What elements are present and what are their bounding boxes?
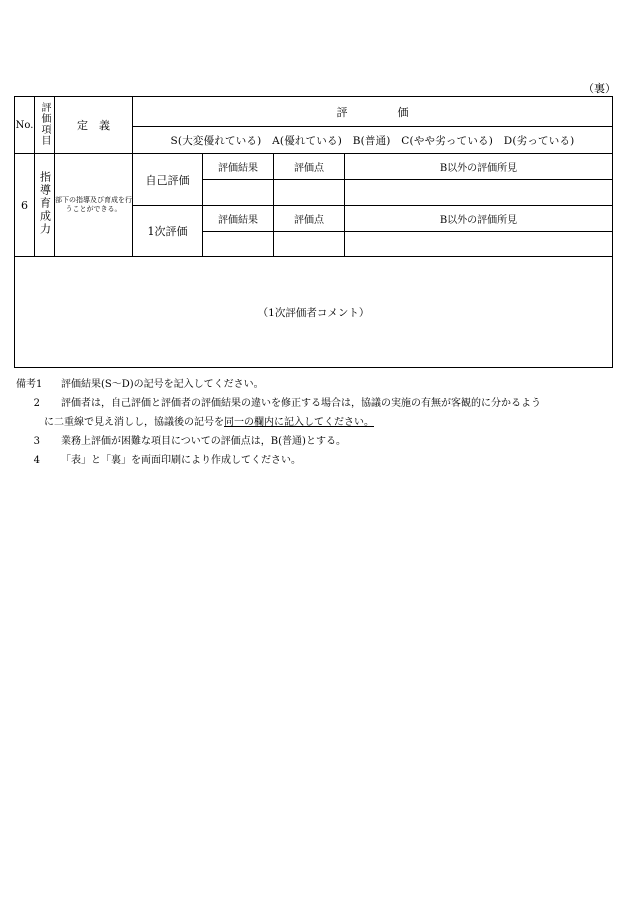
note-text: 評価結果(S～D)の記号を記入してください。 [61,379,264,390]
grade-legend: S(大変優れている) A(優れている) B(普通) C(やや劣っている) D(劣っている) [133,127,613,154]
first-eval-result-header: 評価結果 [203,206,274,232]
evaluation-table [14,96,613,368]
underlined-text: 同一の欄内に記入してください。 [224,417,374,428]
note-continuation: に二重線で見え消しし，協議後の記号を同一の欄内に記入してください。 [44,417,374,428]
header-no: No. [15,97,35,154]
self-eval-label: 自己評価 [133,154,203,206]
page-side-mark: （裏） [583,82,616,95]
first-eval-opinion-field[interactable] [345,232,613,257]
self-eval-score-field[interactable] [274,180,345,206]
first-eval-label: 1次評価 [133,206,203,257]
note-text: 「表」と「裏」を両面印刷により作成してください。 [61,455,301,466]
first-eval-result-field[interactable] [203,232,274,257]
notes-section [16,375,612,470]
note-item: 3 業務上評価が困難な項目についての評価点は，B(普通)とする。 [16,432,612,451]
header-item: 評価項目 [35,97,55,154]
first-eval-score-header: 評価点 [274,206,345,232]
self-eval-score-header: 評価点 [274,154,345,180]
note-item: 備考1 評価結果(S～D)の記号を記入してください。 [16,375,612,394]
note-item: 2 評価者は，自己評価と評価者の評価結果の違いを修正する場合は，協議の実施の有無が客観的に分かるよう [16,394,612,413]
item-number: 6 [15,154,35,257]
header-definition: 定 義 [55,97,133,154]
self-eval-opinion-field[interactable] [345,180,613,206]
item-name: 指導育成力 [35,154,55,257]
self-eval-result-header: 評価結果 [203,154,274,180]
first-eval-opinion-header: B以外の評価所見 [345,206,613,232]
self-eval-result-field[interactable] [203,180,274,206]
note-text: 業務上評価が困難な項目についての評価点は，B(普通)とする。 [61,436,346,447]
header-evaluation: 評価 [133,97,613,127]
evaluator-comment-field[interactable] [15,257,613,368]
evaluator-comment-label: （1次評価者コメント） [257,306,370,319]
item-definition: 部下の指導及び育成を行うことができる。 [55,154,133,257]
note-text: 評価者は，自己評価と評価者の評価結果の違いを修正する場合は，協議の実施の有無が客観的に分かるよう [61,398,541,409]
first-eval-score-field[interactable] [274,232,345,257]
notes-prefix: 備考 [16,379,36,390]
self-eval-opinion-header: B以外の評価所見 [345,154,613,180]
note-item: 4 「表」と「裏」を両面印刷により作成してください。 [16,451,612,470]
